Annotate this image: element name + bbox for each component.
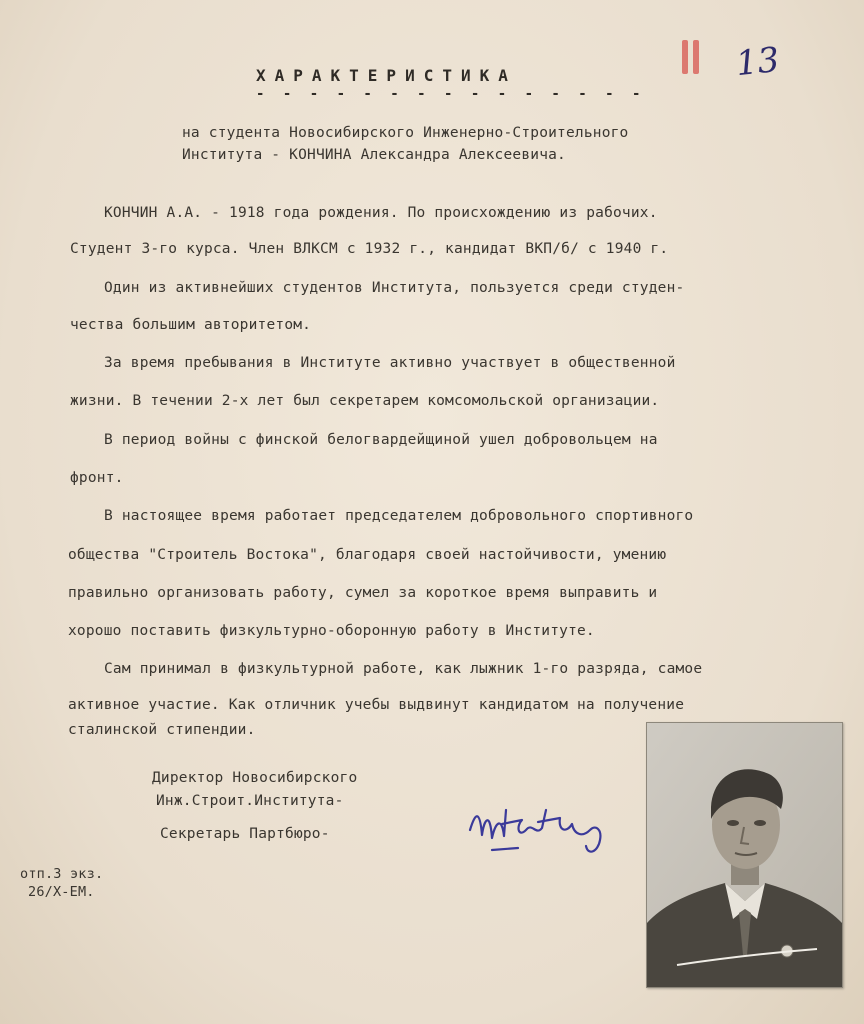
director-title-1: Директор Новосибирского bbox=[152, 770, 358, 786]
body-line: фронт. bbox=[70, 470, 124, 486]
body-line: сталинской стипендии. bbox=[68, 722, 256, 738]
secretary-title: Секретарь Партбюро- bbox=[160, 826, 330, 842]
body-line: В период войны с финской белогвардейщиной ушел добровольцем на bbox=[104, 432, 658, 448]
body-line: Студент 3-го курса. Член ВЛКСМ с 1932 г., кандидат ВКП/б/ с 1940 г. bbox=[70, 241, 669, 257]
subtitle-line-2: Института - КОНЧИНА Александра Алексеевича. bbox=[182, 147, 566, 163]
body-line: За время пребывания в Институте активно участвует в общественной bbox=[104, 355, 676, 371]
sheet-number: 13 bbox=[734, 39, 782, 85]
subtitle-line-1: на студента Новосибирского Инженерно-Строительного bbox=[182, 125, 629, 141]
body-line: Сам принимал в физкультурной работе, как лыжник 1-го разряда, самое bbox=[104, 661, 703, 677]
portrait-photo-image bbox=[647, 723, 842, 987]
handwritten-signature bbox=[462, 790, 622, 870]
body-line: общества "Строитель Востока", благодаря своей настойчивости, умению bbox=[68, 547, 667, 563]
body-line: Один из активнейших студентов Института, пользуется среди студен- bbox=[104, 280, 685, 296]
title-underline: - - - - - - - - - - - - - - - bbox=[256, 86, 646, 102]
director-title-2: Инж.Строит.Института- bbox=[156, 793, 344, 809]
footer-date: 26/X-ЕМ. bbox=[28, 884, 95, 900]
body-line: правильно организовать работу, сумел за короткое время выправить и bbox=[68, 585, 658, 601]
body-line: жизни. В течении 2-х лет был секретарем комсомольской организации. bbox=[70, 393, 660, 409]
footer-copies: отп.3 экз. bbox=[20, 866, 104, 882]
red-pencil-mark bbox=[682, 40, 704, 74]
document-title: ХАРАКТЕРИСТИКА bbox=[256, 66, 517, 85]
body-line: активное участие. Как отличник учебы выдвинут кандидатом на получение bbox=[68, 697, 685, 713]
body-line: В настоящее время работает председателем добровольного спортивного bbox=[104, 508, 694, 524]
portrait-photo bbox=[646, 722, 843, 988]
body-line: чества большим авторитетом. bbox=[70, 317, 312, 333]
body-line: хорошо поставить физкультурно-оборонную работу в Институте. bbox=[68, 623, 595, 639]
body-line: КОНЧИН А.А. - 1918 года рождения. По происхождению из рабочих. bbox=[104, 205, 658, 221]
